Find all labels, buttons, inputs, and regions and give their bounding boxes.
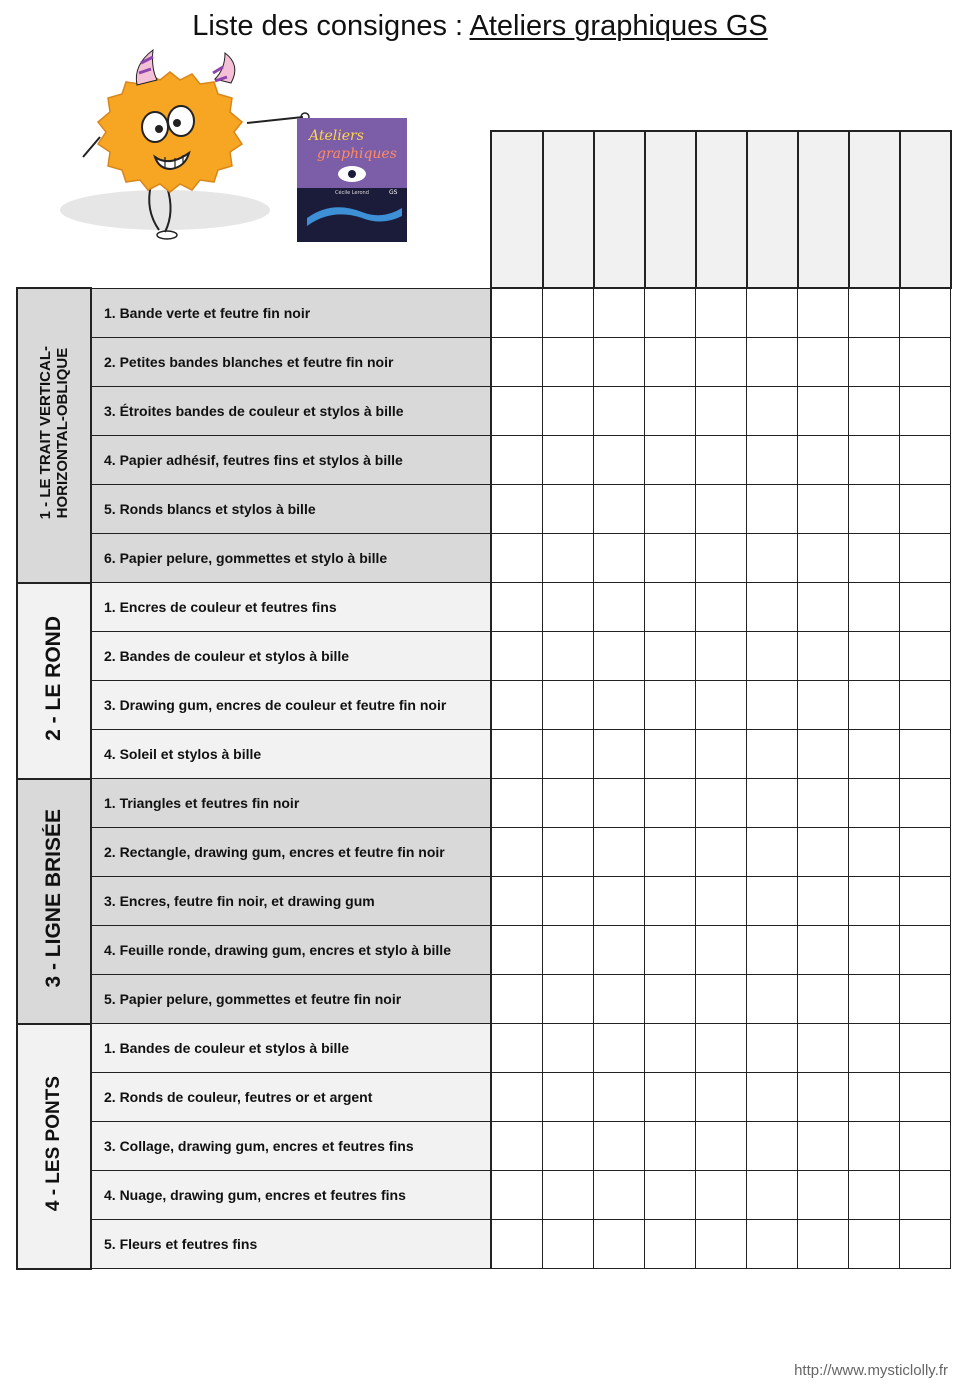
table-row — [17, 681, 951, 730]
check-cell[interactable] — [747, 288, 798, 338]
check-cell[interactable] — [747, 828, 798, 877]
check-cell[interactable] — [645, 730, 696, 779]
check-cell[interactable] — [900, 1171, 951, 1220]
table-row — [17, 485, 951, 534]
check-cell[interactable] — [900, 288, 951, 338]
table-row — [17, 436, 951, 485]
check-cell[interactable] — [645, 1220, 696, 1269]
check-cell[interactable] — [900, 1122, 951, 1171]
table-row — [17, 583, 951, 632]
title-main: Ateliers graphiques GS — [469, 10, 768, 42]
table-row — [17, 387, 951, 436]
check-cell[interactable] — [696, 828, 747, 877]
check-cell[interactable] — [645, 534, 696, 583]
check-cell[interactable] — [491, 338, 543, 387]
check-cell[interactable] — [696, 975, 747, 1024]
instruction-label: 3. Étroites bandes de couleur et stylos à bille — [91, 387, 491, 436]
check-cell[interactable] — [491, 387, 543, 436]
check-cell[interactable] — [594, 1220, 645, 1269]
check-cell[interactable] — [747, 632, 798, 681]
check-cell[interactable] — [798, 485, 849, 534]
column-header-cell[interactable] — [645, 131, 696, 288]
table-row — [17, 1024, 951, 1073]
check-cell[interactable] — [900, 583, 951, 632]
check-cell[interactable] — [543, 632, 594, 681]
check-cell[interactable] — [798, 436, 849, 485]
header-spacer — [17, 131, 491, 288]
check-cell[interactable] — [491, 436, 543, 485]
book-title-line2: graphiques — [317, 146, 397, 162]
check-cell[interactable] — [747, 583, 798, 632]
check-cell[interactable] — [594, 387, 645, 436]
table-row — [17, 338, 951, 387]
check-cell[interactable] — [747, 1122, 798, 1171]
check-cell[interactable] — [645, 485, 696, 534]
check-cell[interactable] — [900, 1073, 951, 1122]
check-cell[interactable] — [491, 730, 543, 779]
check-cell[interactable] — [798, 387, 849, 436]
check-cell[interactable] — [645, 583, 696, 632]
check-cell[interactable] — [849, 1220, 900, 1269]
check-cell[interactable] — [747, 1073, 798, 1122]
check-cell[interactable] — [798, 681, 849, 730]
check-cell[interactable] — [594, 926, 645, 975]
check-cell[interactable] — [594, 1024, 645, 1073]
check-cell[interactable] — [645, 828, 696, 877]
check-cell[interactable] — [849, 926, 900, 975]
check-cell[interactable] — [900, 338, 951, 387]
column-header-cell[interactable] — [798, 131, 849, 288]
check-cell[interactable] — [900, 828, 951, 877]
check-cell[interactable] — [798, 779, 849, 828]
check-cell[interactable] — [491, 681, 543, 730]
column-header-cell[interactable] — [849, 131, 900, 288]
check-cell[interactable] — [645, 1073, 696, 1122]
check-cell[interactable] — [696, 338, 747, 387]
instruction-label: 1. Triangles et feutres fin noir — [91, 779, 491, 828]
check-cell[interactable] — [645, 1024, 696, 1073]
check-cell[interactable] — [696, 1122, 747, 1171]
check-cell[interactable] — [849, 632, 900, 681]
check-cell[interactable] — [645, 877, 696, 926]
instruction-label: 4. Nuage, drawing gum, encres et feutres fins — [91, 1171, 491, 1220]
check-cell[interactable] — [747, 877, 798, 926]
check-cell[interactable] — [900, 975, 951, 1024]
check-cell[interactable] — [798, 1024, 849, 1073]
check-cell[interactable] — [798, 338, 849, 387]
check-cell[interactable] — [696, 485, 747, 534]
check-cell[interactable] — [900, 1024, 951, 1073]
check-cell[interactable] — [491, 975, 543, 1024]
section-label-cell — [17, 288, 91, 583]
check-cell[interactable] — [645, 926, 696, 975]
check-cell[interactable] — [543, 288, 594, 338]
check-cell[interactable] — [491, 1073, 543, 1122]
instruction-label: 2. Rectangle, drawing gum, encres et feutre fin noir — [91, 828, 491, 877]
section-label: 4 - LES PONTS — [43, 1075, 64, 1212]
table-row — [17, 534, 951, 583]
column-header-cell[interactable] — [491, 131, 543, 288]
check-cell[interactable] — [798, 975, 849, 1024]
check-cell[interactable] — [849, 436, 900, 485]
section-label-cell — [17, 779, 91, 1024]
section-label-cell — [17, 1024, 91, 1269]
check-cell[interactable] — [543, 1122, 594, 1171]
check-cell[interactable] — [491, 288, 543, 338]
check-cell[interactable] — [696, 1220, 747, 1269]
check-cell[interactable] — [491, 828, 543, 877]
title-prefix: Liste des consignes : — [192, 10, 470, 42]
check-cell[interactable] — [543, 583, 594, 632]
check-cell[interactable] — [645, 387, 696, 436]
column-header-cell[interactable] — [543, 131, 594, 288]
check-cell[interactable] — [747, 1220, 798, 1269]
check-cell[interactable] — [849, 338, 900, 387]
instruction-label: 5. Ronds blancs et stylos à bille — [91, 485, 491, 534]
check-cell[interactable] — [543, 779, 594, 828]
instructions-table — [16, 130, 952, 1270]
check-cell[interactable] — [594, 1171, 645, 1220]
check-cell[interactable] — [594, 534, 645, 583]
check-cell[interactable] — [543, 534, 594, 583]
check-cell[interactable] — [696, 926, 747, 975]
book-badge: GS — [389, 189, 398, 196]
check-cell[interactable] — [594, 877, 645, 926]
check-cell[interactable] — [594, 975, 645, 1024]
check-cell[interactable] — [798, 877, 849, 926]
table-row — [17, 1073, 951, 1122]
check-cell[interactable] — [645, 338, 696, 387]
table-row — [17, 779, 951, 828]
check-cell[interactable] — [798, 288, 849, 338]
check-cell[interactable] — [543, 975, 594, 1024]
check-cell[interactable] — [747, 926, 798, 975]
instruction-label: 1. Bandes de couleur et stylos à bille — [91, 1024, 491, 1073]
check-cell[interactable] — [696, 1073, 747, 1122]
table-row — [17, 730, 951, 779]
check-cell[interactable] — [491, 1171, 543, 1220]
check-cell[interactable] — [798, 1122, 849, 1171]
section-label: 3 - LIGNE BRISÉE — [42, 809, 65, 988]
check-cell[interactable] — [900, 387, 951, 436]
check-cell[interactable] — [849, 730, 900, 779]
check-cell[interactable] — [543, 485, 594, 534]
check-cell[interactable] — [543, 338, 594, 387]
check-cell[interactable] — [849, 877, 900, 926]
check-cell[interactable] — [696, 779, 747, 828]
table-row — [17, 975, 951, 1024]
check-cell[interactable] — [491, 632, 543, 681]
check-cell[interactable] — [747, 779, 798, 828]
table-row — [17, 1122, 951, 1171]
check-cell[interactable] — [696, 681, 747, 730]
check-cell[interactable] — [696, 436, 747, 485]
table-row — [17, 1220, 951, 1269]
check-cell[interactable] — [491, 877, 543, 926]
check-cell[interactable] — [849, 681, 900, 730]
check-cell[interactable] — [543, 828, 594, 877]
check-cell[interactable] — [849, 485, 900, 534]
check-cell[interactable] — [798, 534, 849, 583]
check-cell[interactable] — [543, 1024, 594, 1073]
check-cell[interactable] — [747, 975, 798, 1024]
check-cell[interactable] — [900, 1220, 951, 1269]
instruction-label: 1. Encres de couleur et feutres fins — [91, 583, 491, 632]
check-cell[interactable] — [900, 681, 951, 730]
check-cell[interactable] — [849, 1073, 900, 1122]
check-cell[interactable] — [900, 632, 951, 681]
check-cell[interactable] — [696, 877, 747, 926]
check-cell[interactable] — [696, 288, 747, 338]
instruction-label: 4. Papier adhésif, feutres fins et stylos à bille — [91, 436, 491, 485]
check-cell[interactable] — [645, 436, 696, 485]
check-cell[interactable] — [594, 338, 645, 387]
check-cell[interactable] — [900, 436, 951, 485]
table-row — [17, 288, 951, 338]
check-cell[interactable] — [747, 436, 798, 485]
column-header-cell[interactable] — [696, 131, 747, 288]
table-row — [17, 632, 951, 681]
check-cell[interactable] — [849, 387, 900, 436]
check-cell[interactable] — [747, 485, 798, 534]
check-cell[interactable] — [491, 926, 543, 975]
check-cell[interactable] — [747, 1171, 798, 1220]
check-cell[interactable] — [543, 1073, 594, 1122]
check-cell[interactable] — [849, 583, 900, 632]
check-cell[interactable] — [645, 779, 696, 828]
check-cell[interactable] — [798, 1220, 849, 1269]
column-header-cell[interactable] — [900, 131, 951, 288]
section-label: 2 - LE ROND — [42, 615, 65, 741]
check-cell[interactable] — [798, 828, 849, 877]
check-cell[interactable] — [696, 534, 747, 583]
section-label: 1 - LE TRAIT VERTICAL- HORIZONTAL-OBLIQUE — [37, 346, 71, 520]
table-row — [17, 828, 951, 877]
check-cell[interactable] — [849, 828, 900, 877]
check-cell[interactable] — [798, 730, 849, 779]
check-cell[interactable] — [798, 1171, 849, 1220]
check-cell[interactable] — [594, 681, 645, 730]
instruction-label: 5. Fleurs et feutres fins — [91, 1220, 491, 1269]
instruction-label: 2. Ronds de couleur, feutres or et argent — [91, 1073, 491, 1122]
check-cell[interactable] — [594, 632, 645, 681]
check-cell[interactable] — [747, 338, 798, 387]
check-cell[interactable] — [747, 387, 798, 436]
check-cell[interactable] — [645, 681, 696, 730]
check-cell[interactable] — [594, 828, 645, 877]
check-cell[interactable] — [491, 1220, 543, 1269]
check-cell[interactable] — [798, 583, 849, 632]
book-subtitle: Cécile Lerond — [335, 190, 369, 196]
instruction-label: 2. Bandes de couleur et stylos à bille — [91, 632, 491, 681]
check-cell[interactable] — [594, 730, 645, 779]
check-cell[interactable] — [798, 1073, 849, 1122]
instruction-label: 3. Collage, drawing gum, encres et feutres fins — [91, 1122, 491, 1171]
check-cell[interactable] — [594, 436, 645, 485]
instruction-label: 5. Papier pelure, gommettes et feutre fin noir — [91, 975, 491, 1024]
check-cell[interactable] — [849, 779, 900, 828]
check-cell[interactable] — [900, 926, 951, 975]
table-row — [17, 877, 951, 926]
check-cell[interactable] — [747, 1024, 798, 1073]
check-cell[interactable] — [645, 975, 696, 1024]
check-cell[interactable] — [900, 534, 951, 583]
instruction-label: 2. Petites bandes blanches et feutre fin noir — [91, 338, 491, 387]
check-cell[interactable] — [594, 485, 645, 534]
check-cell[interactable] — [849, 1171, 900, 1220]
check-cell[interactable] — [645, 1122, 696, 1171]
check-cell[interactable] — [849, 288, 900, 338]
check-cell[interactable] — [900, 730, 951, 779]
check-cell[interactable] — [849, 975, 900, 1024]
check-cell[interactable] — [849, 534, 900, 583]
check-cell[interactable] — [594, 1122, 645, 1171]
table-row — [17, 1171, 951, 1220]
check-cell[interactable] — [543, 387, 594, 436]
instruction-label: 3. Drawing gum, encres de couleur et feutre fin noir — [91, 681, 491, 730]
check-cell[interactable] — [543, 436, 594, 485]
check-cell[interactable] — [900, 779, 951, 828]
section-label-cell — [17, 583, 91, 779]
check-cell[interactable] — [543, 1220, 594, 1269]
check-cell[interactable] — [594, 288, 645, 338]
check-cell[interactable] — [543, 681, 594, 730]
check-cell[interactable] — [798, 926, 849, 975]
instruction-label: 1. Bande verte et feutre fin noir — [91, 288, 491, 338]
check-cell[interactable] — [696, 730, 747, 779]
column-header-cell[interactable] — [747, 131, 798, 288]
check-cell[interactable] — [696, 632, 747, 681]
book-title-line1: Ateliers — [309, 128, 364, 144]
check-cell[interactable] — [543, 926, 594, 975]
check-cell[interactable] — [491, 485, 543, 534]
check-cell[interactable] — [849, 1122, 900, 1171]
check-cell[interactable] — [696, 1024, 747, 1073]
instruction-label: 3. Encres, feutre fin noir, et drawing gum — [91, 877, 491, 926]
check-cell[interactable] — [491, 1024, 543, 1073]
check-cell[interactable] — [594, 1073, 645, 1122]
check-cell[interactable] — [747, 681, 798, 730]
check-cell[interactable] — [747, 730, 798, 779]
check-cell[interactable] — [645, 632, 696, 681]
check-cell[interactable] — [696, 1171, 747, 1220]
check-cell[interactable] — [594, 779, 645, 828]
check-cell[interactable] — [491, 1122, 543, 1171]
check-cell[interactable] — [696, 387, 747, 436]
check-cell[interactable] — [491, 779, 543, 828]
instruction-label: 4. Feuille ronde, drawing gum, encres et stylo à bille — [91, 926, 491, 975]
check-cell[interactable] — [645, 1171, 696, 1220]
page-title — [0, 6, 960, 46]
column-header-cell[interactable] — [594, 131, 645, 288]
footer-url[interactable]: http://www.mysticlolly.fr — [794, 1362, 948, 1379]
check-cell[interactable] — [645, 288, 696, 338]
check-cell[interactable] — [849, 1024, 900, 1073]
check-cell[interactable] — [798, 632, 849, 681]
check-cell[interactable] — [543, 730, 594, 779]
check-cell[interactable] — [491, 583, 543, 632]
check-cell[interactable] — [543, 1171, 594, 1220]
instruction-label: 4. Soleil et stylos à bille — [91, 730, 491, 779]
table-row — [17, 926, 951, 975]
check-cell[interactable] — [900, 877, 951, 926]
instruction-label: 6. Papier pelure, gommettes et stylo à bille — [91, 534, 491, 583]
check-cell[interactable] — [594, 583, 645, 632]
check-cell[interactable] — [900, 485, 951, 534]
check-cell[interactable] — [491, 534, 543, 583]
check-cell[interactable] — [543, 877, 594, 926]
check-cell[interactable] — [696, 583, 747, 632]
check-cell[interactable] — [747, 534, 798, 583]
